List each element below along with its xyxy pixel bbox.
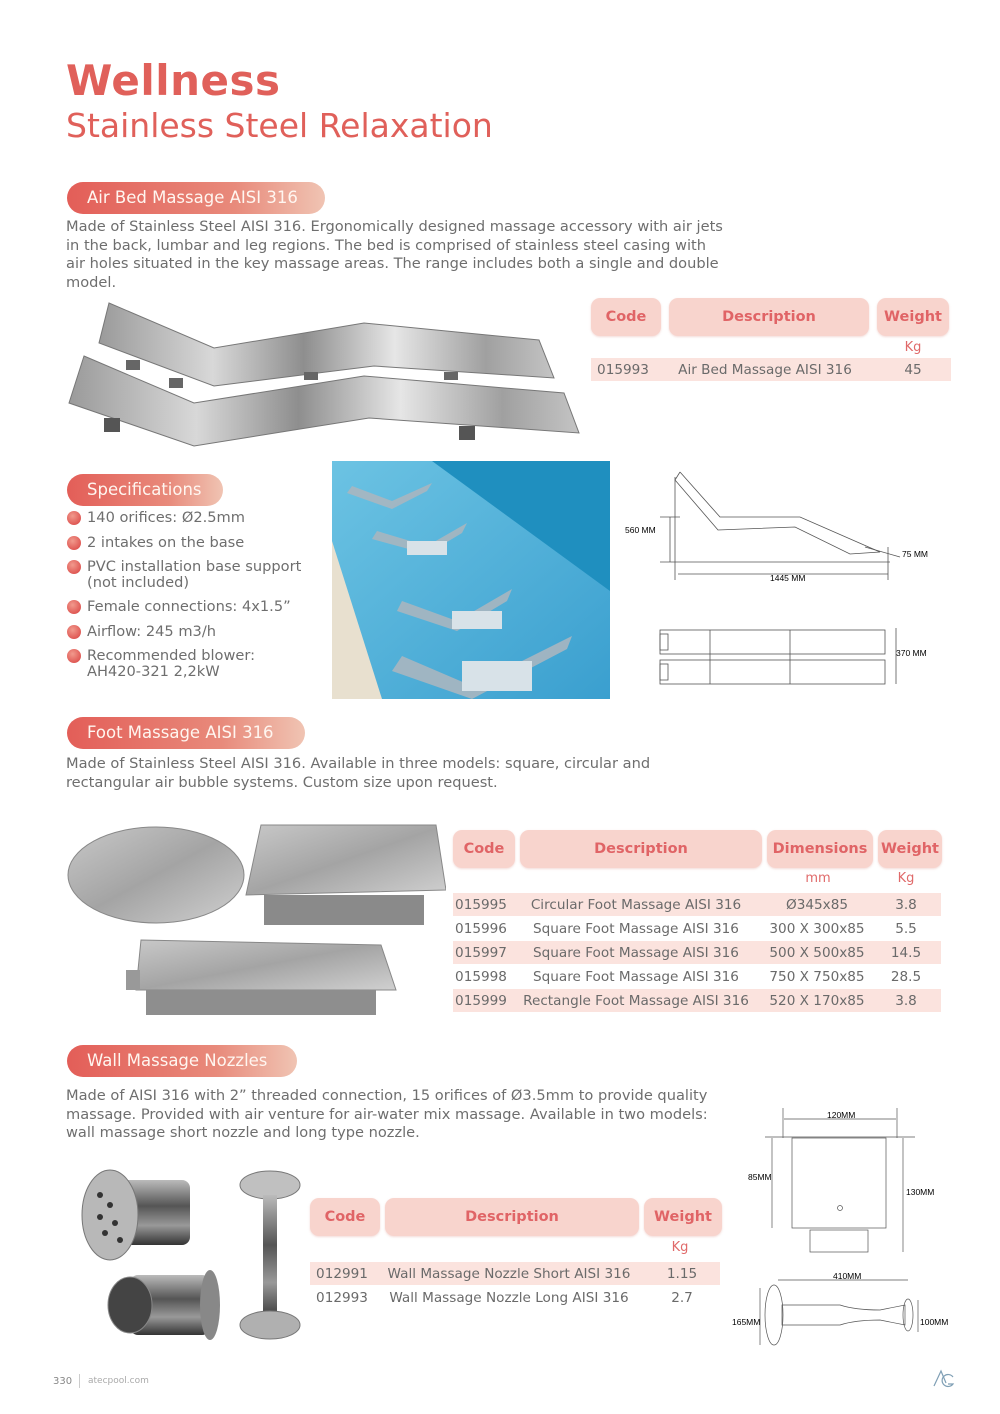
svg-text:560 MM: 560 MM (625, 525, 656, 535)
section-pill-specifications: Specifications (67, 474, 223, 506)
table-row: 012993 Wall Massage Nozzle Long AISI 316 2.7 (316, 1289, 693, 1306)
svg-text:130MM: 130MM (906, 1187, 935, 1197)
bullet-icon (67, 600, 81, 614)
air-bed-description: Made of Stainless Steel AISI 316. Ergonomically designed massage accessory with air jets in the back, lumbar and leg regions. The bed is comprised of stainless steel casing with air holes situated in the key massage areas. The range includes both a single and double model. (66, 218, 723, 291)
cell-weight: 45 (904, 361, 922, 378)
unit-weight: Kg (904, 340, 922, 355)
unit-weight: Kg (897, 871, 915, 886)
bullet-icon (67, 560, 81, 574)
cell-description: Air Bed Massage AISI 316 (678, 361, 852, 378)
spec-item: Airflow: 245 m3/h (67, 624, 327, 640)
table-row: 015997 Square Foot Massage AISI 316 500 X 500x85 14.5 (453, 941, 941, 964)
col-header-description: Description (520, 830, 762, 868)
spec-item: PVC installation base support (not included) (67, 559, 327, 590)
wall-nozzles-table (310, 1198, 722, 1309)
svg-text:75 MM: 75 MM (902, 549, 928, 559)
table-row: 012991 Wall Massage Nozzle Short AISI 316 1.15 (310, 1262, 720, 1285)
table-row: 015995 Circular Foot Massage AISI 316 Ø345x85 3.8 (453, 893, 941, 916)
col-header-dimensions: Dimensions (767, 830, 873, 868)
table-row: 015996 Square Foot Massage AISI 316 300 X 300x85 5.5 (455, 920, 917, 937)
spec-item: 140 orifices: Ø2.5mm (67, 510, 327, 526)
ag-logo-icon (932, 1368, 956, 1390)
bullet-icon (67, 511, 81, 525)
page-title: Wellness (66, 56, 281, 105)
spec-item: 2 intakes on the base (67, 535, 327, 551)
unit-weight: Kg (671, 1240, 689, 1255)
svg-text:100MM: 100MM (920, 1317, 949, 1327)
foot-massage-product-image (66, 820, 446, 1020)
page-number: 330 (53, 1376, 73, 1387)
foot-massage-table (453, 830, 943, 1012)
svg-text:165MM: 165MM (732, 1317, 761, 1327)
spec-item: Female connections: 4x1.5” (67, 599, 327, 615)
svg-text:370 MM: 370 MM (896, 648, 927, 658)
wall-nozzles-description: Made of AISI 316 with 2” threaded connection, 15 orifices of Ø3.5mm to provide quality massage. Provided with air venture for air-water mix massage. Available in two models: wall massage short nozzle and long type nozzle. (66, 1087, 708, 1141)
col-header-weight: Weight (877, 298, 949, 336)
section-pill-wall-nozzles: Wall Massage Nozzles (67, 1045, 297, 1077)
air-bed-product-image (64, 298, 584, 448)
page-subtitle: Stainless Steel Relaxation (66, 106, 493, 145)
col-header-code: Code (591, 298, 661, 336)
bullet-icon (67, 649, 81, 663)
cell-code: 015993 (597, 361, 649, 378)
air-bed-table (591, 298, 951, 381)
svg-text:120MM: 120MM (827, 1110, 856, 1120)
spec-item: Recommended blower: AH420-321 2,2kW (67, 648, 327, 679)
col-header-weight: Weight (644, 1198, 722, 1236)
pool-installation-photo (332, 461, 610, 699)
col-header-weight: Weight (878, 830, 942, 868)
svg-text:410MM: 410MM (833, 1271, 862, 1281)
air-bed-technical-diagram (620, 462, 960, 702)
col-header-code: Code (310, 1198, 380, 1236)
svg-text:85MM: 85MM (748, 1172, 772, 1182)
wall-nozzle-technical-diagram (730, 1100, 960, 1355)
col-header-description: Description (669, 298, 869, 336)
svg-text:1445 MM: 1445 MM (770, 573, 806, 583)
footer-divider (79, 1374, 80, 1388)
col-header-code: Code (453, 830, 515, 868)
unit-dimensions: mm (805, 871, 831, 886)
bullet-icon (67, 536, 81, 550)
table-row (591, 358, 951, 381)
section-pill-air-bed: Air Bed Massage AISI 316 (67, 182, 325, 214)
foot-massage-description: Made of Stainless Steel AISI 316. Available in three models: square, circular and rectangular air bubble systems. Custom size upon request. (66, 755, 651, 791)
table-row: 015998 Square Foot Massage AISI 316 750 X 750x85 28.5 (455, 968, 922, 985)
col-header-description: Description (385, 1198, 639, 1236)
specifications-list (67, 510, 327, 688)
section-pill-foot-massage: Foot Massage AISI 316 (67, 717, 305, 749)
footer-website: atecpool.com (88, 1376, 149, 1386)
bullet-icon (67, 625, 81, 639)
wall-nozzle-product-image (75, 1165, 310, 1350)
table-row: 015999 Rectangle Foot Massage AISI 316 520 X 170x85 3.8 (453, 989, 941, 1012)
